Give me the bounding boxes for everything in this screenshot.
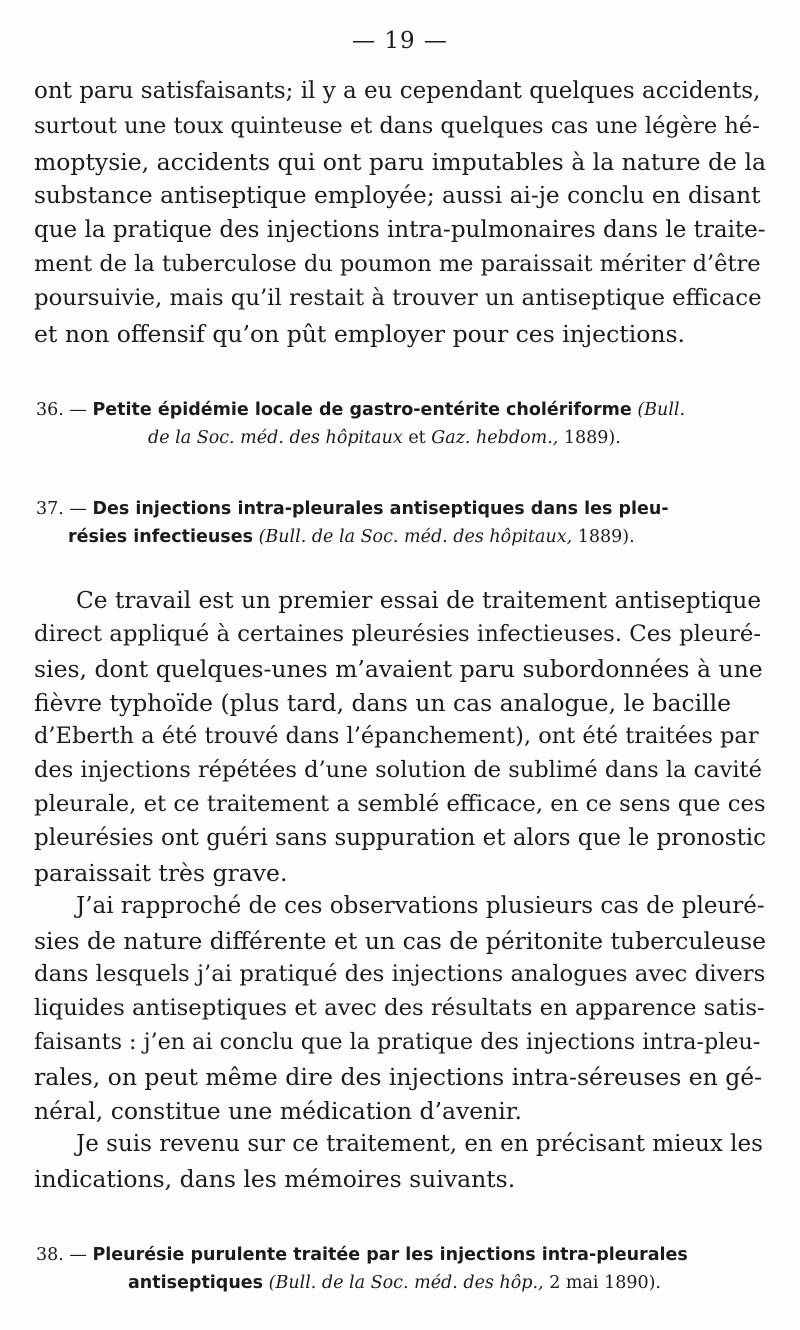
entry-reference: (Bull. de la Soc. méd. des hôp., [268,1273,544,1293]
page-number: — 19 — [352,28,448,54]
entry-line [68,527,635,547]
text-line: pleurésies ont guéri sans suppuration et alors que le pronostic [34,825,767,851]
text-line: des injections répétées d’une solution de sublimé dans la cavité [34,757,762,783]
entry-reference: (Bull. [637,400,686,420]
text-line: liquides antiseptiques et avec des résultats en apparence satis- [34,995,765,1021]
entry-date: 2 mai 1890). [543,1273,661,1293]
text-line: J’ai rapproché de ces observations plusieurs cas de pleuré- [76,893,765,919]
text-line: et non offensif qu’on pût employer pour ces injections. [34,320,686,348]
connector-text: et [402,428,432,448]
text-line: substance antiseptique employée; aussi ai-je conclu en disant [34,182,761,209]
entry-line [148,428,621,448]
entry-title: résies infectieuses [68,527,253,547]
text-line: indications, dans les mémoires suivants. [34,1165,516,1193]
text-line: sies, dont quelques-unes m’avaient paru subordonnées à une [34,655,763,683]
entry-title: Petite épidémie locale de gastro-entérite cholériforme [92,400,632,420]
text-line: poursuivie, mais qu’il restait à trouver un antiseptique efficace [34,285,762,311]
text-line: que la pratique des injections intra-pulmonaires dans le traite- [34,217,766,243]
text-line: ont paru satisfaisants; il y a eu cependant quelques accidents, [34,78,761,104]
entry-reference: (Bull. de la Soc. méd. des hôpitaux, [258,527,573,547]
entry-year: 1889). [558,428,621,448]
entry-line [36,1245,688,1265]
entry-line [36,400,685,420]
journal-name: de la Soc. méd. des hôpitaux [148,428,403,448]
text-line: sies de nature différente et un cas de péritonite tuberculeuse [34,927,767,955]
text-line: néral, constitue une médication d’avenir. [34,1097,522,1125]
entry-line [128,1273,661,1293]
text-line: ment de la tuberculose du poumon me paraissait mériter d’être [34,251,761,277]
entry-title: Pleurésie purulente traitée par les injections intra-pleurales [92,1245,688,1265]
text-line: Je suis revenu sur ce traitement, en en précisant mieux les [76,1131,763,1157]
entry-year: 1889). [572,527,635,547]
entry-number: 38. — [36,1245,87,1265]
text-line: fièvre typhoïde (plus tard, dans un cas analogue, le bacille [34,689,732,717]
text-line: dans lesquels j’ai pratiqué des injections analogues avec divers [34,961,766,987]
entry-line [36,499,669,519]
entry-number: 37. — [36,499,87,519]
entry-title: Des injections intra-pleurales antiseptiques dans les pleu- [92,499,669,519]
text-line: faisants : j’en ai conclu que la pratique des injections intra-pleu- [34,1029,761,1055]
text-line: pleurale, et ce traitement a semblé efficace, en ce sens que ces [34,791,766,817]
text-line: rales, on peut même dire des injections intra-séreuses en gé- [34,1063,763,1091]
text-line: d’Eberth a été trouvé dans l’épanchement), ont été traitées par [34,723,759,749]
text-line: paraissait très grave. [34,859,288,887]
journal-name: Gaz. hebdom., [431,428,559,448]
entry-number: 36. — [36,400,87,420]
text-line: direct appliqué à certaines pleurésies infectieuses. Ces pleuré- [34,621,762,647]
text-line: surtout une toux quinteuse et dans quelques cas une légère hé- [34,113,760,139]
text-line: moptysie, accidents qui ont paru imputables à la nature de la [34,148,766,176]
entry-title: antiseptiques [128,1273,264,1293]
text-line: Ce travail est un premier essai de traitement antiseptique [76,587,762,614]
